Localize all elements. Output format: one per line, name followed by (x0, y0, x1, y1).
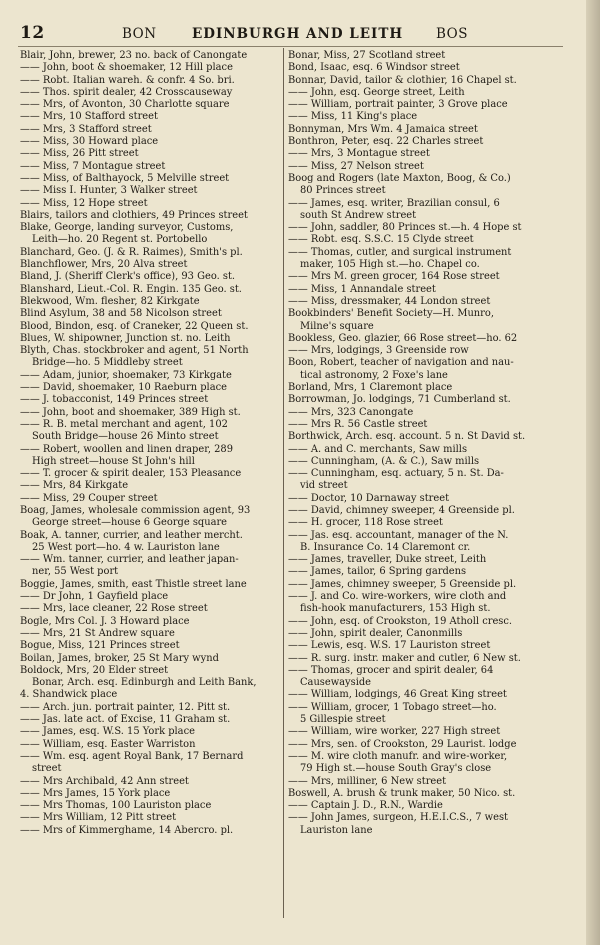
directory-entry: South Bridge—house 26 Minto street (32, 431, 219, 443)
directory-entry: —— Miss, dressmaker, 44 London street (288, 295, 491, 307)
directory-column-right (288, 50, 560, 837)
directory-entry: Lauriston lane (300, 824, 373, 836)
directory-entry: —— R. B. metal merchant and agent, 102 (20, 418, 228, 430)
directory-entry: Blind Asylum, 38 and 58 Nicolson street (20, 308, 222, 320)
directory-entry: —— R. surg. instr. maker and cutler, 6 New st. (288, 652, 521, 664)
directory-entry: Borrowman, Jo. lodgings, 71 Cumberland st. (288, 394, 511, 406)
directory-entry: —— John, boot & shoemaker, 12 Hill place (20, 62, 233, 74)
directory-entry: Boak, A. tanner, currier, and leather mercht. (20, 529, 243, 541)
directory-entry: —— Miss I. Hunter, 3 Walker street (20, 185, 198, 197)
directory-entry: ner, 55 West port (32, 566, 119, 578)
directory-entry: Blake, George, landing surveyor, Customs, (20, 222, 234, 234)
directory-entry: —— John, esq. George street, Leith (288, 86, 465, 98)
directory-entry: Causewayside (300, 677, 372, 689)
directory-entry: Bonnar, David, tailor & clothier, 16 Chapel st. (288, 74, 517, 86)
directory-entry: —— Dr John, 1 Gayfield place (20, 591, 169, 603)
directory-entry: —— John, saddler, 80 Princes st.—h. 4 Hope st (288, 222, 522, 234)
directory-entry: Blues, W. shipowner, Junction st. no. Leith (20, 332, 231, 344)
directory-entry: —— David, chimney sweeper, 4 Greenside pl. (288, 504, 515, 516)
directory-entry: —— William, esq. Easter Warriston (20, 738, 196, 750)
directory-entry: —— Miss, 30 Howard place (20, 136, 159, 148)
column-divider (283, 48, 284, 918)
directory-entry: 5 Gillespie street (300, 714, 386, 726)
directory-entry: Bookless, Geo. glazier, 66 Rose street—ho. 62 (288, 332, 518, 344)
directory-entry: —— M. wire cloth manufr. and wire-worker, (288, 750, 508, 762)
directory-column-left (20, 50, 290, 837)
directory-entry: —— Mrs, lodgings, 3 Greenside row (288, 345, 469, 357)
directory-entry: —— James, esq. W.S. 15 York place (20, 726, 195, 738)
directory-entry: Boggie, James, smith, east Thistle street lane (20, 578, 247, 590)
directory-entry: Blood, Bindon, esq. of Craneker, 22 Queen st. (20, 320, 249, 332)
directory-entry: —— Doctor, 10 Darnaway street (288, 492, 450, 504)
directory-entry: Bond, Isaac, esq. 6 Windsor street (288, 62, 460, 74)
directory-entry: 25 West port—ho. 4 w. Lauriston lane (32, 541, 220, 553)
directory-entry: —— Mrs Archibald, 42 Ann street (20, 775, 189, 787)
directory-entry: —— Miss, 11 King's place (288, 111, 418, 123)
header-right-guide-word: BOS (436, 26, 468, 42)
directory-entry: —— Thomas, cutler, and surgical instrument (288, 246, 512, 258)
directory-entry: tical astronomy, 2 Foxe's lane (300, 369, 448, 381)
directory-entry: Milne's square (300, 320, 374, 332)
directory-entry: —— Mrs, 21 St Andrew square (20, 627, 175, 639)
directory-entry: —— Thomas, grocer and spirit dealer, 64 (288, 664, 494, 676)
directory-entry: —— Mrs, 84 Kirkgate (20, 480, 129, 492)
directory-entry: —— Mrs, 3 Montague street (288, 148, 430, 160)
directory-entry: —— David, shoemaker, 10 Raeburn place (20, 382, 227, 394)
directory-entry: Bookbinders' Benefit Society—H. Munro, (288, 308, 494, 320)
directory-entry: —— Mrs, 323 Canongate (288, 406, 414, 418)
directory-entry: Bonthron, Peter, esq. 22 Charles street (288, 136, 484, 148)
directory-entry: Borthwick, Arch. esq. account. 5 n. St David st. (288, 431, 526, 443)
directory-entry: —— Mrs, of Avonton, 30 Charlotte square (20, 99, 230, 111)
directory-entry: south St Andrew street (300, 209, 417, 221)
directory-entry: —— Miss, 26 Pitt street (20, 148, 139, 160)
directory-entry: —— Lewis, esq. W.S. 17 Lauriston street (288, 640, 491, 652)
directory-entry: —— Robt. esq. S.S.C. 15 Clyde street (288, 234, 474, 246)
directory-entry: Bonar, Miss, 27 Scotland street (288, 50, 446, 61)
directory-entry: —— John, spirit dealer, Canonmills (288, 627, 463, 639)
directory-entry: Blyth, Chas. stockbroker and agent, 51 North (20, 345, 249, 357)
directory-entry: —— Mrs R. 56 Castle street (288, 418, 428, 430)
directory-entry: —— Mrs, milliner, 6 New street (288, 775, 447, 787)
directory-entry: —— James, traveller, Duke street, Leith (288, 554, 487, 566)
page-edge (586, 0, 600, 945)
directory-entry: —— Mrs M. green grocer, 164 Rose street (288, 271, 500, 283)
directory-entry: —— Miss, 29 Couper street (20, 492, 158, 504)
directory-entry: Blekwood, Wm. flesher, 82 Kirkgate (20, 295, 200, 307)
directory-entry: —— A. and C. merchants, Saw mills (288, 443, 468, 455)
directory-entry: Bonnyman, Mrs Wm. 4 Jamaica street (288, 123, 478, 135)
directory-entry: —— Adam, junior, shoemaker, 73 Kirkgate (20, 369, 232, 381)
directory-entry: —— William, portrait painter, 3 Grove place (288, 99, 508, 111)
directory-entry: —— T. grocer & spirit dealer, 153 Pleasance (20, 468, 242, 480)
directory-entry: George street—house 6 George square (32, 517, 228, 529)
directory-entry: —— Mrs James, 15 York place (20, 787, 171, 799)
directory-entry: —— Miss, 12 Hope street (20, 197, 148, 209)
directory-entry: —— Jas. esq. accountant, manager of the N. (288, 529, 509, 541)
directory-entry: Borland, Mrs, 1 Claremont place (288, 382, 453, 394)
directory-entry: Blanchard, Geo. (J. & R. Raimes), Smith's pl. (20, 246, 243, 258)
directory-entry: —— Cunningham, esq. actuary, 5 n. St. Da- (288, 468, 504, 480)
directory-entry: High street—house St John's hill (32, 455, 195, 467)
directory-entry: —— Wm. tanner, currier, and leather japan- (20, 554, 239, 566)
directory-entry: —— William, wire worker, 227 High street (288, 726, 501, 738)
directory-entry: —— H. grocer, 118 Rose street (288, 517, 443, 529)
directory-entry: B. Insurance Co. 14 Claremont cr. (300, 541, 471, 553)
directory-entry: vid street (300, 480, 348, 492)
directory-entry: Bonar, Arch. esq. Edinburgh and Leith Bank, (32, 677, 257, 689)
directory-entry: Boog and Rogers (late Maxton, Boog, & Co.) (288, 172, 511, 184)
directory-entry: —— Cunningham, (A. & C.), Saw mills (288, 455, 480, 467)
directory-entry: Boldock, Mrs, 20 Elder street (20, 664, 169, 676)
directory-entry: —— Robert, woollen and linen draper, 289 (20, 443, 233, 455)
page-title: EDINBURGH AND LEITH (192, 26, 404, 42)
directory-entry: —— Mrs William, 12 Pitt street (20, 812, 177, 824)
directory-entry: Blairs, tailors and clothiers, 49 Princes street (20, 209, 248, 221)
directory-entry: —— Arch. jun. portrait painter, 12. Pitt st. (20, 701, 231, 713)
directory-entry: Blanshard, Lieut.-Col. R. Engin. 135 Geo. st. (20, 283, 242, 295)
directory-entry: —— John, esq. of Crookston, 19 Atholl cresc. (288, 615, 513, 627)
directory-entry: Bridge—ho. 5 Middleby street (32, 357, 183, 369)
directory-entry: —— Mrs, lace cleaner, 22 Rose street (20, 603, 208, 615)
page-number: 12 (20, 23, 45, 43)
header-left-guide-word: BON (122, 26, 157, 42)
directory-entry: —— James, tailor, 6 Spring gardens (288, 566, 467, 578)
directory-entry: —— Captain J. D., R.N., Wardie (288, 800, 443, 812)
page-header (18, 23, 578, 46)
directory-entry: —— Robt. Italian wareh. & confr. 4 So. bri. (20, 74, 235, 86)
directory-entry: —— James, chimney sweeper, 5 Greenside pl. (288, 578, 517, 590)
directory-entry: —— John, boot and shoemaker, 389 High st. (20, 406, 241, 418)
directory-entry: —— Mrs of Kimmerghame, 14 Abercro. pl. (20, 824, 234, 836)
directory-entry: Boilan, James, broker, 25 St Mary wynd (20, 652, 219, 664)
directory-entry: —— J. and Co. wire-workers, wire cloth and (288, 591, 507, 603)
directory-entry: Boag, James, wholesale commission agent, 93 (20, 504, 251, 516)
directory-entry: —— Mrs Thomas, 100 Lauriston place (20, 800, 212, 812)
directory-entry: fish-hook manufacturers, 153 High st. (300, 603, 491, 615)
directory-entry: Blair, John, brewer, 23 no. back of Canongate (20, 50, 248, 61)
directory-entry: —— Wm. esq. agent Royal Bank, 17 Bernard (20, 750, 244, 762)
directory-entry: street (32, 763, 62, 775)
directory-entry: maker, 105 High st.—ho. Chapel co. (300, 259, 480, 271)
directory-entry: 80 Princes street (300, 185, 386, 197)
directory-entry: —— William, lodgings, 46 Great King street (288, 689, 507, 701)
directory-entry: Leith—ho. 20 Regent st. Portobello (32, 234, 208, 246)
directory-entry: 79 High st.—house South Gray's close (300, 763, 492, 775)
directory-entry: —— John James, surgeon, H.E.I.C.S., 7 west (288, 812, 509, 824)
header-rule (18, 46, 563, 47)
directory-entry: —— Mrs, 3 Stafford street (20, 123, 152, 135)
directory-entry: Boswell, A. brush & trunk maker, 50 Nico. st. (288, 787, 516, 799)
directory-entry: —— William, grocer, 1 Tobago street—ho. (288, 701, 497, 713)
directory-entry: —— Mrs, sen. of Crookston, 29 Laurist. lodge (288, 738, 517, 750)
directory-entry: —— Miss, of Balthayock, 5 Melville street (20, 172, 230, 184)
directory-entry: Bland, J. (Sheriff Clerk's office), 93 Geo. st. (20, 271, 236, 283)
directory-entry: —— Miss, 1 Annandale street (288, 283, 436, 295)
directory-entry: —— Miss, 27 Nelson street (288, 160, 424, 172)
directory-entry: —— Thos. spirit dealer, 42 Crosscauseway (20, 86, 233, 98)
directory-entry: —— Miss, 7 Montague street (20, 160, 166, 172)
directory-entry: 4. Shandwick place (20, 689, 118, 701)
directory-entry: —— J. tobacconist, 149 Princes street (20, 394, 209, 406)
directory-entry: —— Jas. late act. of Excise, 11 Graham st. (20, 714, 231, 726)
directory-entry: —— James, esq. writer, Brazilian consul, 6 (288, 197, 500, 209)
directory-entry: Boon, Robert, teacher of navigation and nau- (288, 357, 514, 369)
directory-entry: Bogle, Mrs Col. J. 3 Howard place (20, 615, 190, 627)
directory-entry: —— Mrs, 10 Stafford street (20, 111, 158, 123)
directory-entry: Blanchflower, Mrs, 20 Alva street (20, 259, 188, 271)
directory-entry: Bogue, Miss, 121 Princes street (20, 640, 180, 652)
